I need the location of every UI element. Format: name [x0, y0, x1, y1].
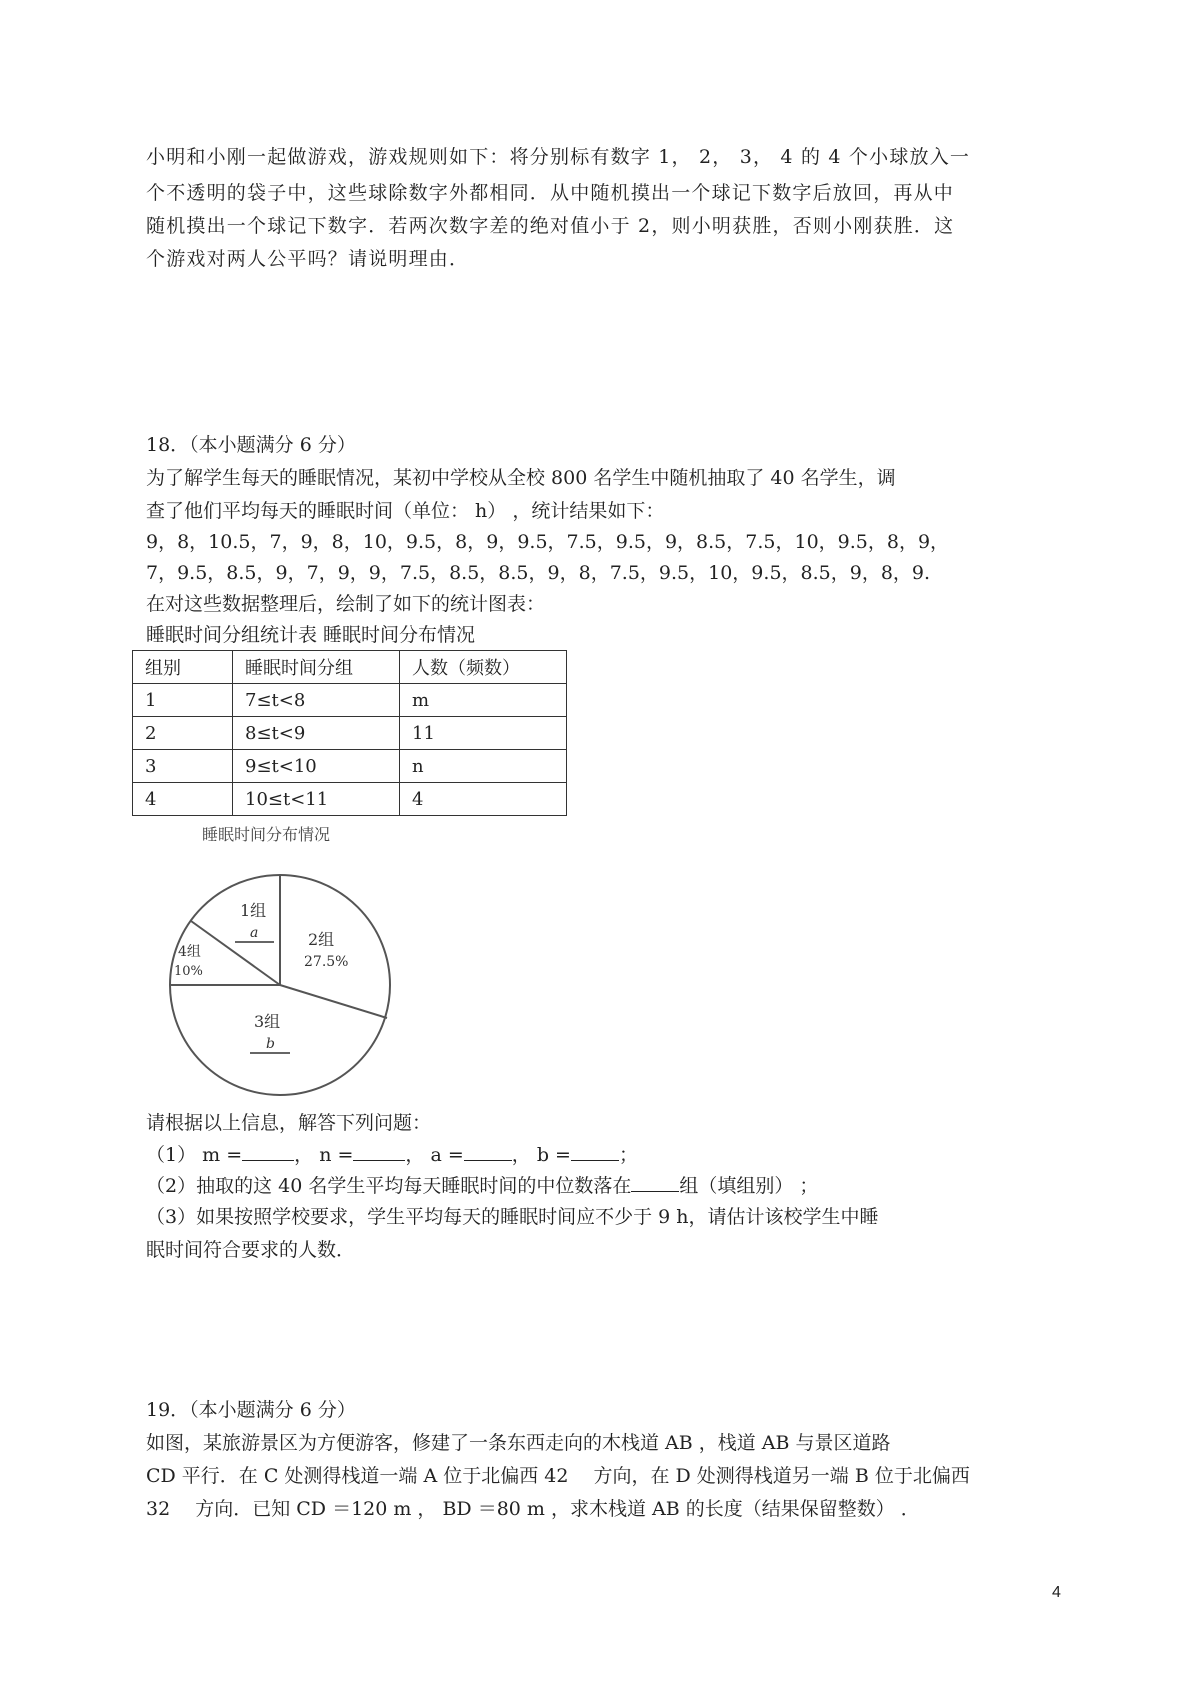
table-cell: 4 [133, 783, 233, 816]
q1-m-label: m = [202, 1144, 243, 1166]
table-cell: 2 [133, 717, 233, 750]
q1-num: （1） [146, 1144, 197, 1166]
table-cell: 11 [400, 717, 567, 750]
table-header: 组别 [133, 651, 233, 684]
pie-label-group-2: 2组 [308, 930, 335, 949]
p18-line-1: 为了解学生每天的睡眠情况，某初中学校从全校 800 名学生中随机抽取了 40 名学生，调 [146, 467, 896, 489]
p17-line-1: 小明和小刚一起做游戏，游戏规则如下：将分别标有数字 1， 2， 3， 4 的 4 个小球放入一 [146, 146, 971, 168]
pie-chart [150, 820, 410, 1110]
pie-label-value-4: 10% [174, 964, 203, 979]
table-header: 人数（频数） [400, 651, 567, 684]
pie-label-group-4: 4组 [178, 944, 201, 960]
table-row [133, 684, 567, 717]
q1-end: ； [618, 1144, 638, 1166]
p19-line-3: 32 方向．已知 CD ＝120 m ， BD ＝80 m ，求木栈道 AB 的长度（结果保留整数） ． [146, 1498, 920, 1520]
p17-line-2: 个不透明的袋子中，这些球除数字外都相同．从中随机摸出一个球记下数字后放回，再从中 [146, 182, 955, 204]
pie-label-value-1: a [250, 925, 259, 941]
pie-title: 睡眠时间分布情况 [202, 825, 331, 844]
p19-heading: 19．（本小题满分 6 分） [146, 1399, 356, 1421]
table-cell: 8≤t<9 [233, 717, 400, 750]
p18-q1 [146, 1142, 638, 1167]
q1-m-blank[interactable] [242, 1142, 294, 1161]
pie-divider [191, 921, 280, 985]
table-cell: 9≤t<10 [233, 750, 400, 783]
pie-label-value-2: 27.5% [304, 954, 349, 970]
table-cell: 7≤t<8 [233, 684, 400, 717]
p18-q2 [146, 1173, 818, 1198]
pie-label-value-3: b [266, 1036, 275, 1052]
table-cell: 10≤t<11 [233, 783, 400, 816]
q2-pre: （2）抽取的这 40 名学生平均每天睡眠时间的中位数落在 [146, 1175, 632, 1197]
p19-line-1: 如图，某旅游景区为方便游客，修建了一条东西走向的木栈道 AB ，栈道 AB 与景区道路 [146, 1432, 891, 1454]
p18-caption: 睡眠时间分组统计表 睡眠时间分布情况 [146, 624, 476, 646]
q2-post: 组（填组别） ； [679, 1175, 819, 1197]
pie-divider [280, 985, 387, 1018]
p19-line-2: CD 平行．在 C 处测得栈道一端 A 位于北偏西 42 方向，在 D 处测得栈道另一端 B 位于北偏西 [146, 1465, 970, 1487]
table-row [133, 717, 567, 750]
q1-b-label: b = [536, 1144, 571, 1166]
q1-n-blank[interactable] [353, 1142, 405, 1161]
p18-prompt: 请根据以上信息，解答下列问题： [146, 1112, 432, 1134]
q1-sep: ， [294, 1144, 314, 1166]
table-cell: 3 [133, 750, 233, 783]
table-header: 睡眠时间分组 [233, 651, 400, 684]
p18-heading: 18．（本小题满分 6 分） [146, 434, 356, 456]
p18-line-2: 查了他们平均每天的睡眠时间（单位： h） ，统计结果如下： [146, 500, 665, 522]
table-header-row [133, 651, 567, 684]
q1-a-blank[interactable] [464, 1142, 512, 1161]
table-cell: n [400, 750, 567, 783]
table-row [133, 750, 567, 783]
q1-a-label: a = [430, 1144, 464, 1166]
pie-label-group-3: 3组 [254, 1012, 281, 1031]
pie-label-group-1: 1组 [240, 901, 267, 920]
table-cell: m [400, 684, 567, 717]
p18-line-5: 在对这些数据整理后，绘制了如下的统计图表： [146, 593, 546, 615]
p18-q3-line-2: 眠时间符合要求的人数． [146, 1239, 356, 1261]
p18-q3-line-1: （3）如果按照学校要求，学生平均每天的睡眠时间应不少于 9 h，请估计该校学生中睡 [146, 1206, 879, 1228]
q2-blank[interactable] [631, 1173, 679, 1192]
sleep-group-table [132, 650, 567, 816]
page-number: 4 [1052, 1584, 1061, 1601]
p18-data-line-1: 9，8，10.5，7，9，8，10，9.5，8，9，9.5，7.5，9.5，9，8.5，7.5，10，9.5，8，9， [146, 531, 950, 553]
table-cell: 4 [400, 783, 567, 816]
q1-sep: ， [511, 1144, 531, 1166]
p17-line-3: 随机摸出一个球记下数字．若两次数字差的绝对值小于 2，则小明获胜，否则小刚获胜．这 [146, 215, 955, 237]
table-row [133, 783, 567, 816]
q1-sep: ， [405, 1144, 425, 1166]
p18-data-line-2: 7，9.5，8.5，9，7，9，9，7.5，8.5，8.5，9，8，7.5，9.5，10，9.5，8.5，9，8，9. [146, 562, 931, 584]
q1-n-label: n = [319, 1144, 354, 1166]
q1-b-blank[interactable] [571, 1142, 619, 1161]
table-cell: 1 [133, 684, 233, 717]
p17-line-4: 个游戏对两人公平吗？请说明理由． [146, 248, 470, 270]
